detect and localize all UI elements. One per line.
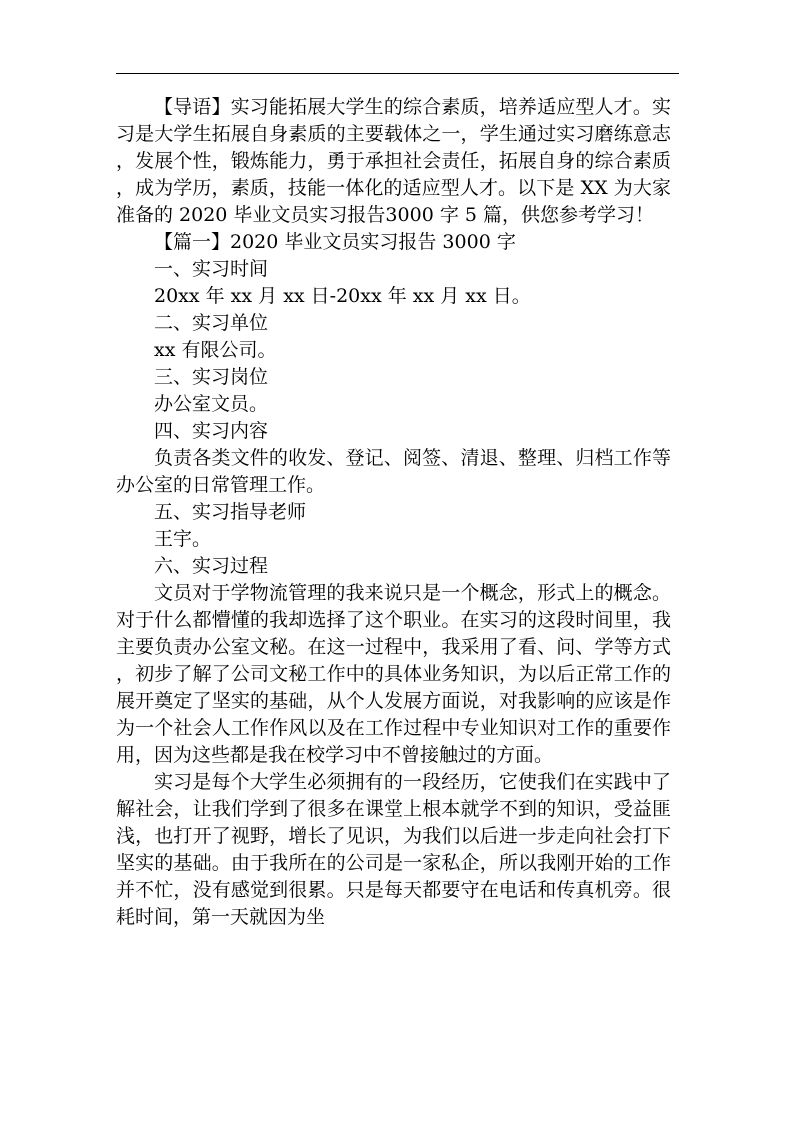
heading-internship-position: 三、实习岗位 <box>154 366 269 388</box>
heading-internship-process: 六、实习过程 <box>154 555 269 577</box>
internship-unit-value: xx 有限公司。 <box>154 339 277 361</box>
section-title: 【篇一】2020 毕业文员实习报告 3000 字 <box>154 231 516 253</box>
intro-paragraph: 【导语】实习能拓展大学生的综合素质，培养适应型人才。实习是大学生拓展自身素质的主要载体之一，学生通过实习磨练意志，发展个性，锻炼能力，勇于承担社会责任，拓展自身的综合素质，成为学历，素质，技能一体化的适应型人才。以下是 XX 为大家准备的 2020 毕业文员实习报告3000 字 5 篇，供您参考学习！ <box>116 96 671 226</box>
internship-time-value: 20xx 年 xx 月 xx 日-20xx 年 xx 月 xx 日。 <box>154 285 531 307</box>
header-rule <box>116 73 679 74</box>
internship-mentor-value: 王宇。 <box>154 528 212 550</box>
internship-position-value: 办公室文员。 <box>154 393 269 415</box>
process-paragraph-2: 实习是每个大学生必须拥有的一段经历，它使我们在实践中了解社会，让我们学到了很多在课堂上根本就学不到的知识，受益匪浅，也打开了视野，增长了见识，为我们以后进一步走向社会打下坚实的基础。由于我所在的公司是一家私企，所以我刚开始的工作并不忙，没有感觉到很累。只是每天都要守在电话和传真机旁。很耗时间，第一天就因为坐 <box>116 771 671 928</box>
internship-content-value: 负责各类文件的收发、登记、阅签、清退、整理、归档工作等办公室的日常管理工作。 <box>116 447 671 496</box>
heading-internship-time: 一、实习时间 <box>154 258 269 280</box>
heading-internship-mentor: 五、实习指导老师 <box>154 501 307 523</box>
document-body <box>116 94 671 931</box>
heading-internship-content: 四、实习内容 <box>154 420 269 442</box>
heading-internship-unit: 二、实习单位 <box>154 312 269 334</box>
process-paragraph-1: 文员对于学物流管理的我来说只是一个概念，形式上的概念。对于什么都懵懂的我却选择了这个职业。在实习的这段时间里，我主要负责办公室文秘。在这一过程中，我采用了看、问、学等方式，初步了解了公司文秘工作中的具体业务知识，为以后正常工作的展开奠定了坚实的基础，从个人发展方面说，对我影响的应该是作为一个社会人工作作风以及在工作过程中专业知识对工作的重要作用，因为这些都是我在校学习中不曾接触过的方面。 <box>116 582 671 766</box>
